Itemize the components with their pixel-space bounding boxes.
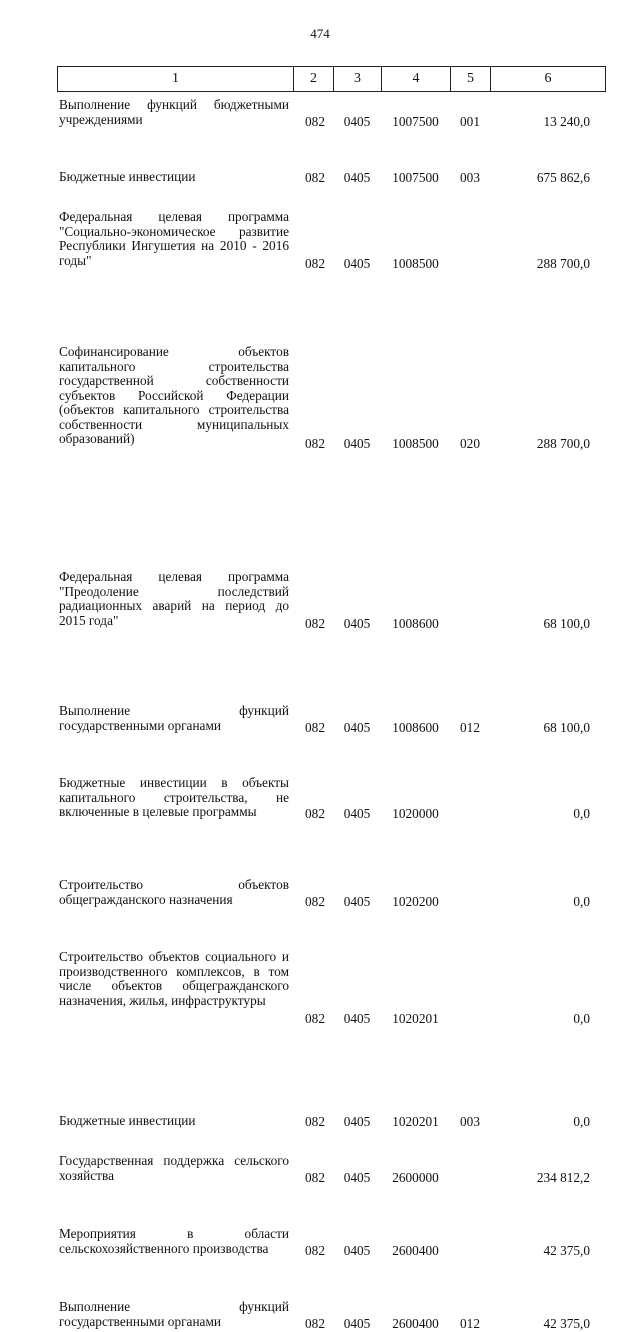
row-col-6: 0,0 (573, 1011, 590, 1026)
row-col-6: 0,0 (573, 806, 590, 821)
row-col-3: 0405 (343, 720, 371, 735)
header-col-6: 6 (544, 71, 552, 86)
row-col-3: 0405 (343, 256, 371, 271)
row-col-5: 012 (460, 1316, 480, 1331)
table-row (57, 776, 606, 822)
row-col-2: 082 (305, 1170, 325, 1185)
header-col-1: 1 (58, 67, 294, 91)
row-col-6: 42 375,0 (543, 1243, 590, 1258)
row-col-3: 0405 (343, 436, 371, 451)
row-col-6: 0,0 (573, 1114, 590, 1129)
table-row (57, 1154, 606, 1186)
row-col-4: 2600000 (392, 1170, 439, 1185)
row-col-4: 1020201 (392, 1114, 439, 1129)
row-col-3: 0405 (343, 1316, 371, 1331)
header-col-3: 3 (334, 67, 382, 91)
row-col-2: 082 (305, 720, 325, 735)
row-name: Выполнение функций бюджетными учреждениями (59, 97, 289, 127)
row-col-6: 68 100,0 (543, 720, 590, 735)
row-col-3: 0405 (343, 170, 371, 185)
row-col-2: 082 (305, 1114, 325, 1129)
row-col-3: 0405 (343, 894, 371, 909)
table-row (57, 1300, 606, 1332)
header-col-2: 2 (294, 67, 334, 91)
table-row (57, 704, 606, 736)
row-col-3: 0405 (343, 1243, 371, 1258)
row-col-2: 082 (305, 1011, 325, 1026)
table-row (57, 98, 606, 130)
row-col-5: 003 (460, 170, 480, 185)
row-col-4: 1020200 (392, 894, 439, 909)
row-name: Бюджетные инвестиции в объекты капитального строительства, не включенные в целевые программы (59, 775, 289, 819)
row-col-2: 082 (305, 1316, 325, 1331)
row-name: Мероприятия в области сельскохозяйственного производства (59, 1226, 289, 1256)
row-col-5: 020 (460, 436, 480, 451)
row-col-2: 082 (305, 806, 325, 821)
row-col-2: 082 (305, 256, 325, 271)
row-name: Выполнение функций государственными органами (59, 703, 289, 733)
row-col-4: 1020201 (392, 1011, 439, 1026)
row-col-3: 0405 (343, 1170, 371, 1185)
table-row (57, 210, 606, 272)
row-col-5: 012 (460, 720, 480, 735)
table-header (57, 66, 606, 92)
table-row (57, 570, 606, 632)
row-col-4: 1020000 (392, 806, 439, 821)
row-col-6: 288 700,0 (536, 436, 590, 451)
table-row (57, 1114, 606, 1130)
row-col-4: 1008500 (392, 436, 439, 451)
row-col-2: 082 (305, 170, 325, 185)
row-col-3: 0405 (343, 114, 371, 129)
row-col-4: 1008600 (392, 720, 439, 735)
row-col-5: 003 (460, 1114, 480, 1129)
table-body (57, 92, 606, 1331)
row-col-6: 288 700,0 (536, 256, 590, 271)
row-col-2: 082 (305, 436, 325, 451)
header-col-5: 5 (451, 67, 491, 91)
row-col-6: 675 862,6 (536, 170, 590, 185)
row-col-2: 082 (305, 114, 325, 129)
row-col-6: 68 100,0 (543, 616, 590, 631)
row-col-4: 2600400 (392, 1316, 439, 1331)
row-col-6: 13 240,0 (543, 114, 590, 129)
row-name: Строительство объектов социального и производственного комплексов, в том числе объектов общегражданского назначения, жилья, инфраструктуры (59, 949, 289, 1008)
row-col-4: 2600400 (392, 1243, 439, 1258)
table-row (57, 878, 606, 910)
row-col-3: 0405 (343, 1011, 371, 1026)
row-col-6: 234 812,2 (536, 1170, 590, 1185)
row-name: Бюджетные инвестиции (59, 1113, 196, 1128)
table-row (57, 950, 606, 1027)
table-row (57, 1227, 606, 1259)
row-col-5: 001 (460, 114, 480, 129)
row-col-2: 082 (305, 616, 325, 631)
table-row (57, 345, 606, 452)
row-name: Софинансирование объектов капитального строительства государственной собственности субъектов Российской Федерации (объектов капитального строительства собственности муниципальных образований) (59, 344, 289, 446)
row-col-3: 0405 (343, 616, 371, 631)
row-col-3: 0405 (343, 806, 371, 821)
row-name: Строительство объектов общегражданского назначения (59, 877, 289, 907)
row-name: Федеральная целевая программа "Преодоление последствий радиационных аварий на период до 2015 года" (59, 569, 289, 628)
page-number: 474 (310, 26, 330, 41)
table-row (57, 170, 606, 186)
row-name: Государственная поддержка сельского хозяйства (59, 1153, 289, 1183)
row-col-4: 1007500 (392, 170, 439, 185)
row-col-3: 0405 (343, 1114, 371, 1129)
row-name: Бюджетные инвестиции (59, 169, 196, 184)
row-col-4: 1008500 (392, 256, 439, 271)
header-col-4: 4 (382, 67, 451, 91)
row-name: Федеральная целевая программа "Социально-экономическое развитие Республики Ингушетия на 2010 - 2016 годы" (59, 209, 289, 268)
row-name: Выполнение функций государственными органами (59, 1299, 289, 1329)
row-col-4: 1008600 (392, 616, 439, 631)
row-col-6: 42 375,0 (543, 1316, 590, 1331)
row-col-2: 082 (305, 1243, 325, 1258)
row-col-6: 0,0 (573, 894, 590, 909)
row-col-2: 082 (305, 894, 325, 909)
row-col-4: 1007500 (392, 114, 439, 129)
